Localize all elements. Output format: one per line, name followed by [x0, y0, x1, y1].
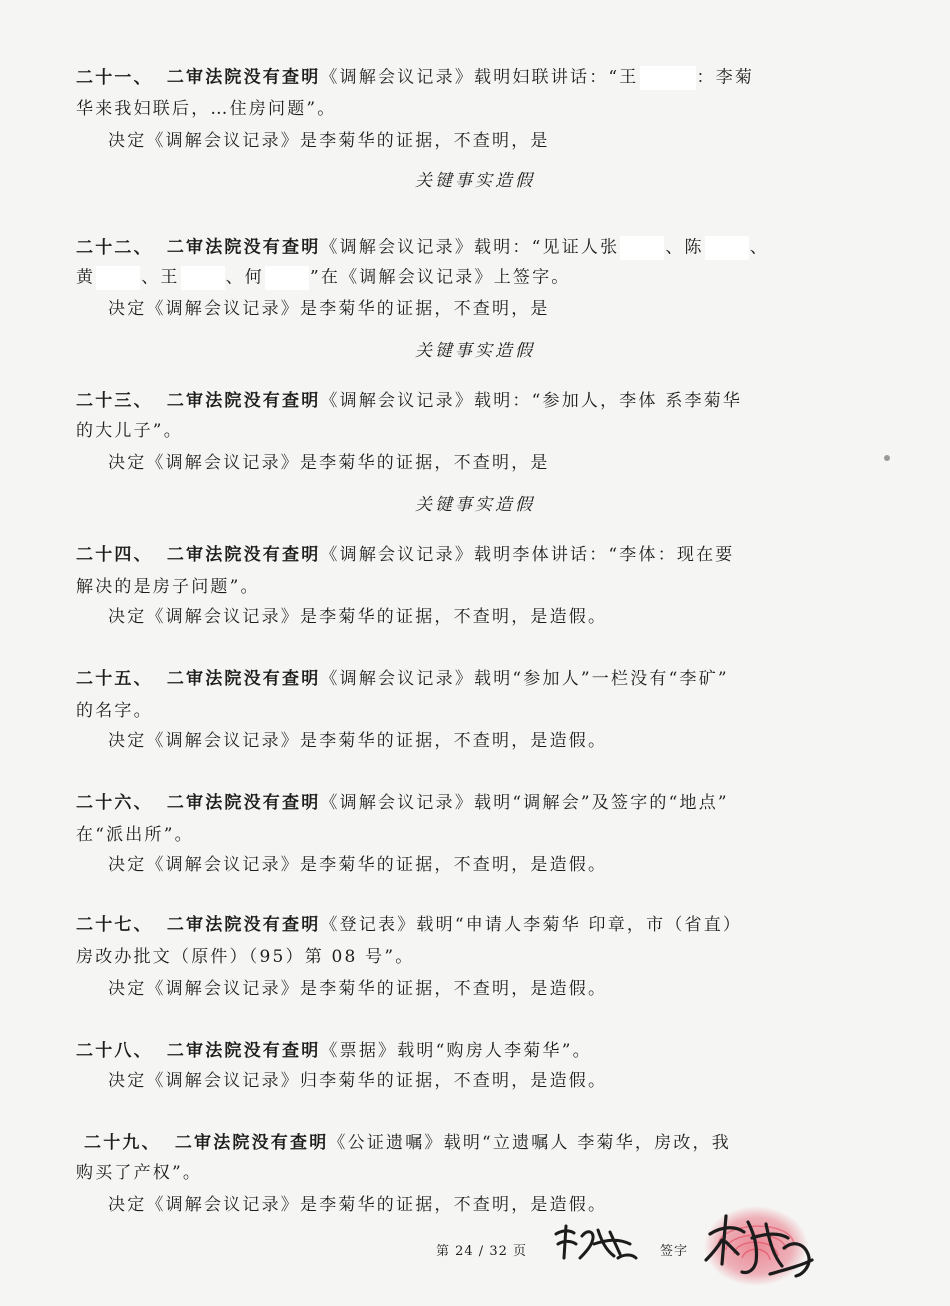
item-text: 、王: [141, 267, 180, 288]
scan-speck: [884, 455, 890, 461]
item-text: 《登记表》载明“申请人李菊华 印章，市（省直）: [320, 915, 743, 935]
item-number: 二十七、: [76, 915, 153, 935]
page-number: 第 24 / 32 页: [436, 1244, 527, 1259]
item-23-emphasis: 关键事实造假: [415, 495, 535, 515]
item-22-decision: 决定《调解会议记录》是李菊华的证据，不查明，是: [108, 299, 550, 319]
item-number: 二十二、: [76, 237, 153, 258]
item-text: 黄: [76, 267, 96, 288]
item-22-emphasis: 关键事实造假: [415, 341, 535, 361]
item-keyword: 二审法院没有查明: [166, 237, 321, 258]
handwritten-signature-2: [700, 1204, 820, 1288]
item-27-line-2: 房改办批文（原件）（95）第 08 号”。: [76, 947, 415, 967]
item-24-line-2: 解决的是房子问题”。: [76, 577, 260, 597]
item-22-line-2: [76, 266, 866, 290]
item-28-decision: 决定《调解会议记录》归李菊华的证据，不查明，是造假。: [108, 1071, 608, 1091]
item-keyword: 二审法院没有查明: [166, 915, 321, 935]
item-text: 《调解会议记录》载明“调解会”及签字的“地点”: [320, 793, 729, 813]
item-number: 二十三、: [76, 391, 153, 411]
item-22-line-1: [76, 236, 866, 260]
redaction-box: [96, 266, 140, 290]
item-number: 二十五、: [76, 669, 153, 689]
item-26-decision: 决定《调解会议记录》是李菊华的证据，不查明，是造假。: [108, 855, 608, 875]
item-text: ：李菊: [696, 67, 755, 88]
item-26-line-2: 在“派出所”。: [76, 825, 194, 845]
item-26-line-1: [76, 792, 866, 814]
item-text: 、何: [225, 267, 265, 288]
item-keyword: 二审法院没有查明: [166, 793, 321, 813]
item-number: 二十六、: [76, 793, 153, 813]
redaction-box: [705, 236, 749, 260]
item-23-line-1: [76, 390, 866, 412]
item-27-decision: 决定《调解会议记录》是李菊华的证据，不查明，是造假。: [108, 979, 608, 999]
item-text: 《调解会议记录》载明“参加人”一栏没有“李矿”: [320, 669, 729, 689]
item-21-emphasis: 关键事实造假: [415, 171, 535, 191]
redaction-box: [620, 236, 664, 260]
item-27-line-1: [76, 914, 866, 936]
item-23-decision: 决定《调解会议记录》是李菊华的证据，不查明，是: [108, 453, 550, 473]
item-text: 《调解会议记录》载明：“见证人张: [320, 237, 620, 258]
item-text: 《调解会议记录》载明：“参加人，李体 系李菊华: [320, 391, 743, 411]
item-keyword: 二审法院没有查明: [166, 1041, 321, 1061]
item-number: 二十四、: [76, 545, 153, 565]
redaction-box: [265, 266, 309, 290]
item-number: 二十八、: [76, 1041, 153, 1061]
redaction-box: [640, 66, 696, 90]
item-24-line-1: [76, 544, 866, 566]
item-number: 二十九、: [84, 1133, 161, 1153]
item-25-line-1: [76, 668, 866, 690]
item-28-line-1: [76, 1040, 866, 1062]
redaction-box: [181, 266, 225, 290]
item-29-line-1: [84, 1132, 874, 1154]
item-21-decision: 决定《调解会议记录》是李菊华的证据，不查明，是: [108, 131, 550, 151]
item-21-line-2: 华来我妇联后，…住房问题”。: [76, 99, 337, 119]
item-text: 《票据》载明“购房人李菊华”。: [320, 1041, 592, 1061]
item-29-decision: 决定《调解会议记录》是李菊华的证据，不查明，是造假。: [108, 1195, 608, 1215]
item-keyword: 二审法院没有查明: [166, 67, 321, 88]
item-keyword: 二审法院没有查明: [166, 669, 321, 689]
item-keyword: 二审法院没有查明: [166, 545, 321, 565]
item-keyword: 二审法院没有查明: [174, 1133, 329, 1153]
item-21-line-1: [76, 66, 866, 90]
item-text: 《公证遗嘱》载明“立遗嘱人 李菊华，房改，我: [328, 1133, 731, 1153]
item-23-line-2: 的大儿子”。: [76, 421, 183, 441]
item-keyword: 二审法院没有查明: [166, 391, 321, 411]
item-text: 《调解会议记录》载明妇联讲话：“王: [320, 67, 639, 88]
item-24-decision: 决定《调解会议记录》是李菊华的证据，不查明，是造假。: [108, 607, 608, 627]
item-text: 《调解会议记录》载明李体讲话：“李体：现在要: [320, 545, 735, 565]
handwritten-signature-1: [548, 1214, 640, 1270]
item-text: ”在《调解会议记录》上签字。: [310, 267, 571, 288]
item-25-line-2: 的名字。: [76, 701, 153, 721]
item-29-line-2: 购买了产权”。: [76, 1163, 203, 1183]
item-25-decision: 决定《调解会议记录》是李菊华的证据，不查明，是造假。: [108, 731, 608, 751]
item-number: 二十一、: [76, 67, 153, 88]
signature-label: 签字: [660, 1244, 689, 1259]
item-text: 、陈: [665, 237, 704, 258]
item-text: 、: [749, 237, 769, 258]
